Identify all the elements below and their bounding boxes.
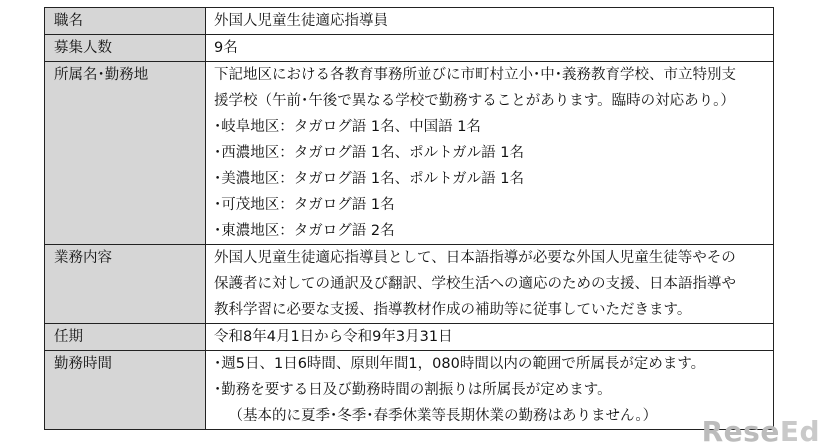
row-value	[206, 351, 774, 430]
table-row	[45, 351, 774, 430]
row-label: 所属名･勤務地	[45, 62, 206, 245]
row-value-line: 下記地区における各教育事務所並びに市町村立小･中･義務教育学校、市立特別支	[214, 67, 736, 83]
row-value	[206, 324, 774, 351]
row-value-line: ･東濃地区：タガログ語 2名	[214, 223, 395, 239]
row-value-line: 援学校（午前･午後で異なる学校で勤務することがあります。臨時の対応あり。）	[214, 93, 735, 109]
resed-logo	[702, 417, 820, 447]
row-label: 勤務時間	[45, 351, 206, 430]
row-value-line: ･週5日、1日6時間、原則年間1，080時間以内の範囲で所属長が定めます。	[214, 356, 706, 372]
table-row	[45, 35, 774, 62]
row-value-line: ･岐阜地区：タガログ語 1名、中国語 1名	[214, 119, 481, 135]
row-value-line: 保護者に対しての通訳及び翻訳、学校生活への適応のための支援、日本語指導や	[214, 276, 736, 292]
table-row	[45, 324, 774, 351]
row-value-line: ･西濃地区：タガログ語 1名、ポルトガル語 1名	[214, 145, 524, 161]
row-label: 募集人数	[45, 35, 206, 62]
row-value	[206, 62, 774, 245]
row-value-line: 外国人児童生徒適応指導員として、日本語指導が必要な外国人児童生徒等やその	[214, 250, 736, 266]
row-value-line: （基本的に夏季･冬季･春季休業等長期休業の勤務はありません。）	[228, 408, 658, 424]
row-value-line: ･勤務を要する日及び勤務時間の割振りは所属長が定めます。	[214, 382, 612, 398]
row-value	[206, 245, 774, 324]
logo-text-rese: Rese	[701, 415, 780, 448]
row-label: 任期	[45, 324, 206, 351]
row-value-line: 外国人児童生徒適応指導員	[214, 13, 388, 29]
logo-text-ed: Ed	[779, 415, 820, 448]
row-value	[206, 8, 774, 35]
row-value-line: 9名	[214, 40, 238, 56]
row-value	[206, 35, 774, 62]
row-value-line: 令和8年4月1日から令和9年3月31日	[214, 329, 453, 345]
table-row	[45, 245, 774, 324]
row-value-line: ･可茂地区：タガログ語 1名	[214, 197, 395, 213]
table-row	[45, 62, 774, 245]
table-row	[45, 8, 774, 35]
row-value-line: ･美濃地区：タガログ語 1名、ポルトガル語 1名	[214, 171, 524, 187]
row-label: 職名	[45, 8, 206, 35]
job-info-table	[44, 7, 774, 430]
row-label: 業務内容	[45, 245, 206, 324]
row-value-line: 教科学習に必要な支援、指導教材作成の補助等に従事していただきます。	[214, 302, 692, 318]
